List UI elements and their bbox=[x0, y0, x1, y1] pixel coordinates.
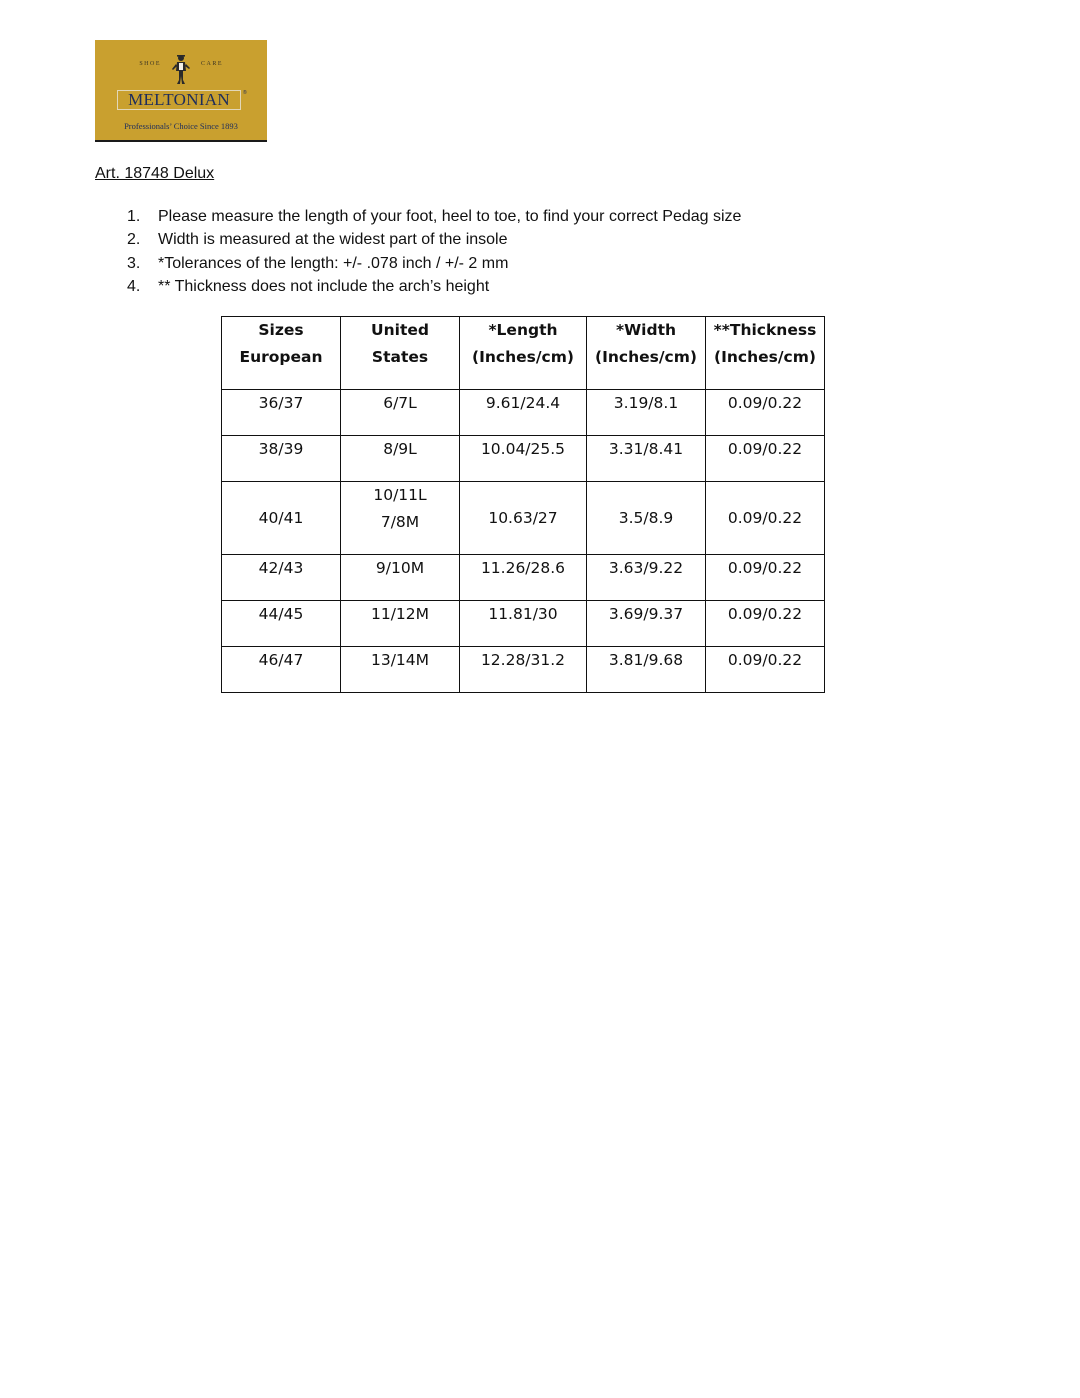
instruction-item bbox=[127, 276, 741, 299]
table-row bbox=[222, 390, 825, 436]
cell-thickness: 0.09/0.22 bbox=[706, 482, 825, 555]
cell-thickness: 0.09/0.22 bbox=[706, 436, 825, 482]
cell-thickness: 0.09/0.22 bbox=[706, 555, 825, 601]
instruction-item bbox=[127, 206, 741, 229]
logo-care-text: CARE bbox=[201, 61, 224, 67]
table-header-row bbox=[222, 317, 825, 390]
instruction-text: Please measure the length of your foot, heel to toe, to find your correct Pedag size bbox=[158, 208, 742, 225]
instruction-text: Width is measured at the widest part of the insole bbox=[158, 231, 508, 249]
logo-tagline: Professionals’ Choice Since 1893 bbox=[124, 121, 238, 131]
table-row bbox=[222, 482, 825, 555]
cell-length: 9.61/24.4 bbox=[460, 390, 587, 436]
header-length: *Length (Inches/cm) bbox=[460, 317, 587, 390]
table-row bbox=[222, 601, 825, 647]
instruction-text: *Tolerances of the length: +/- .078 inch / +/- 2 mm bbox=[158, 254, 509, 272]
cell-us-size: 10/11L 7/8M bbox=[341, 482, 460, 555]
cell-length: 10.63/27 bbox=[460, 482, 587, 555]
table-row bbox=[222, 436, 825, 482]
cell-length: 12.28/31.2 bbox=[460, 647, 587, 693]
cell-width: 3.63/9.22 bbox=[587, 555, 706, 601]
cell-thickness: 0.09/0.22 bbox=[706, 390, 825, 436]
cell-eu-size: 44/45 bbox=[222, 601, 341, 647]
size-chart-table bbox=[221, 316, 825, 693]
cell-eu-size: 42/43 bbox=[222, 555, 341, 601]
table-row bbox=[222, 647, 825, 693]
cell-eu-size: 38/39 bbox=[222, 436, 341, 482]
cell-eu-size: 40/41 bbox=[222, 482, 341, 555]
cell-width: 3.69/9.37 bbox=[587, 601, 706, 647]
cell-us-size: 13/14M bbox=[341, 647, 460, 693]
cell-us-size: 6/7L bbox=[341, 390, 460, 436]
instruction-number: 2. bbox=[127, 231, 141, 249]
logo-registered-mark: ® bbox=[243, 90, 247, 96]
instructions-list bbox=[127, 206, 741, 299]
cell-width: 3.31/8.41 bbox=[587, 436, 706, 482]
instruction-number: 1. bbox=[127, 208, 141, 225]
table-row bbox=[222, 555, 825, 601]
cell-us-size: 9/10M bbox=[341, 555, 460, 601]
header-width: *Width (Inches/cm) bbox=[587, 317, 706, 390]
cell-length: 11.81/30 bbox=[460, 601, 587, 647]
header-united-states: United States bbox=[341, 317, 460, 390]
instruction-number: 4. bbox=[127, 277, 141, 295]
cell-thickness: 0.09/0.22 bbox=[706, 647, 825, 693]
instruction-number: 3. bbox=[127, 254, 141, 272]
meltonian-logo bbox=[95, 40, 267, 142]
logo-wordmark: MELTONIAN bbox=[117, 90, 241, 110]
instruction-item bbox=[127, 229, 741, 252]
cell-eu-size: 36/37 bbox=[222, 390, 341, 436]
cell-length: 10.04/25.5 bbox=[460, 436, 587, 482]
article-title: Art. 18748 Delux bbox=[95, 165, 215, 182]
cell-width: 3.19/8.1 bbox=[587, 390, 706, 436]
cell-length: 11.26/28.6 bbox=[460, 555, 587, 601]
cell-thickness: 0.09/0.22 bbox=[706, 601, 825, 647]
logo-shoe-text: SHOE bbox=[139, 61, 161, 67]
instruction-text: ** Thickness does not include the arch’s height bbox=[158, 277, 490, 295]
cell-eu-size: 46/47 bbox=[222, 647, 341, 693]
shoeshine-man-icon bbox=[171, 54, 191, 86]
cell-us-size: 11/12M bbox=[341, 601, 460, 647]
cell-width: 3.5/8.9 bbox=[587, 482, 706, 555]
header-thickness: **Thickness (Inches/cm) bbox=[706, 317, 825, 390]
instruction-item bbox=[127, 253, 741, 276]
cell-us-size: 8/9L bbox=[341, 436, 460, 482]
cell-width: 3.81/9.68 bbox=[587, 647, 706, 693]
header-sizes-european: Sizes European bbox=[222, 317, 341, 390]
